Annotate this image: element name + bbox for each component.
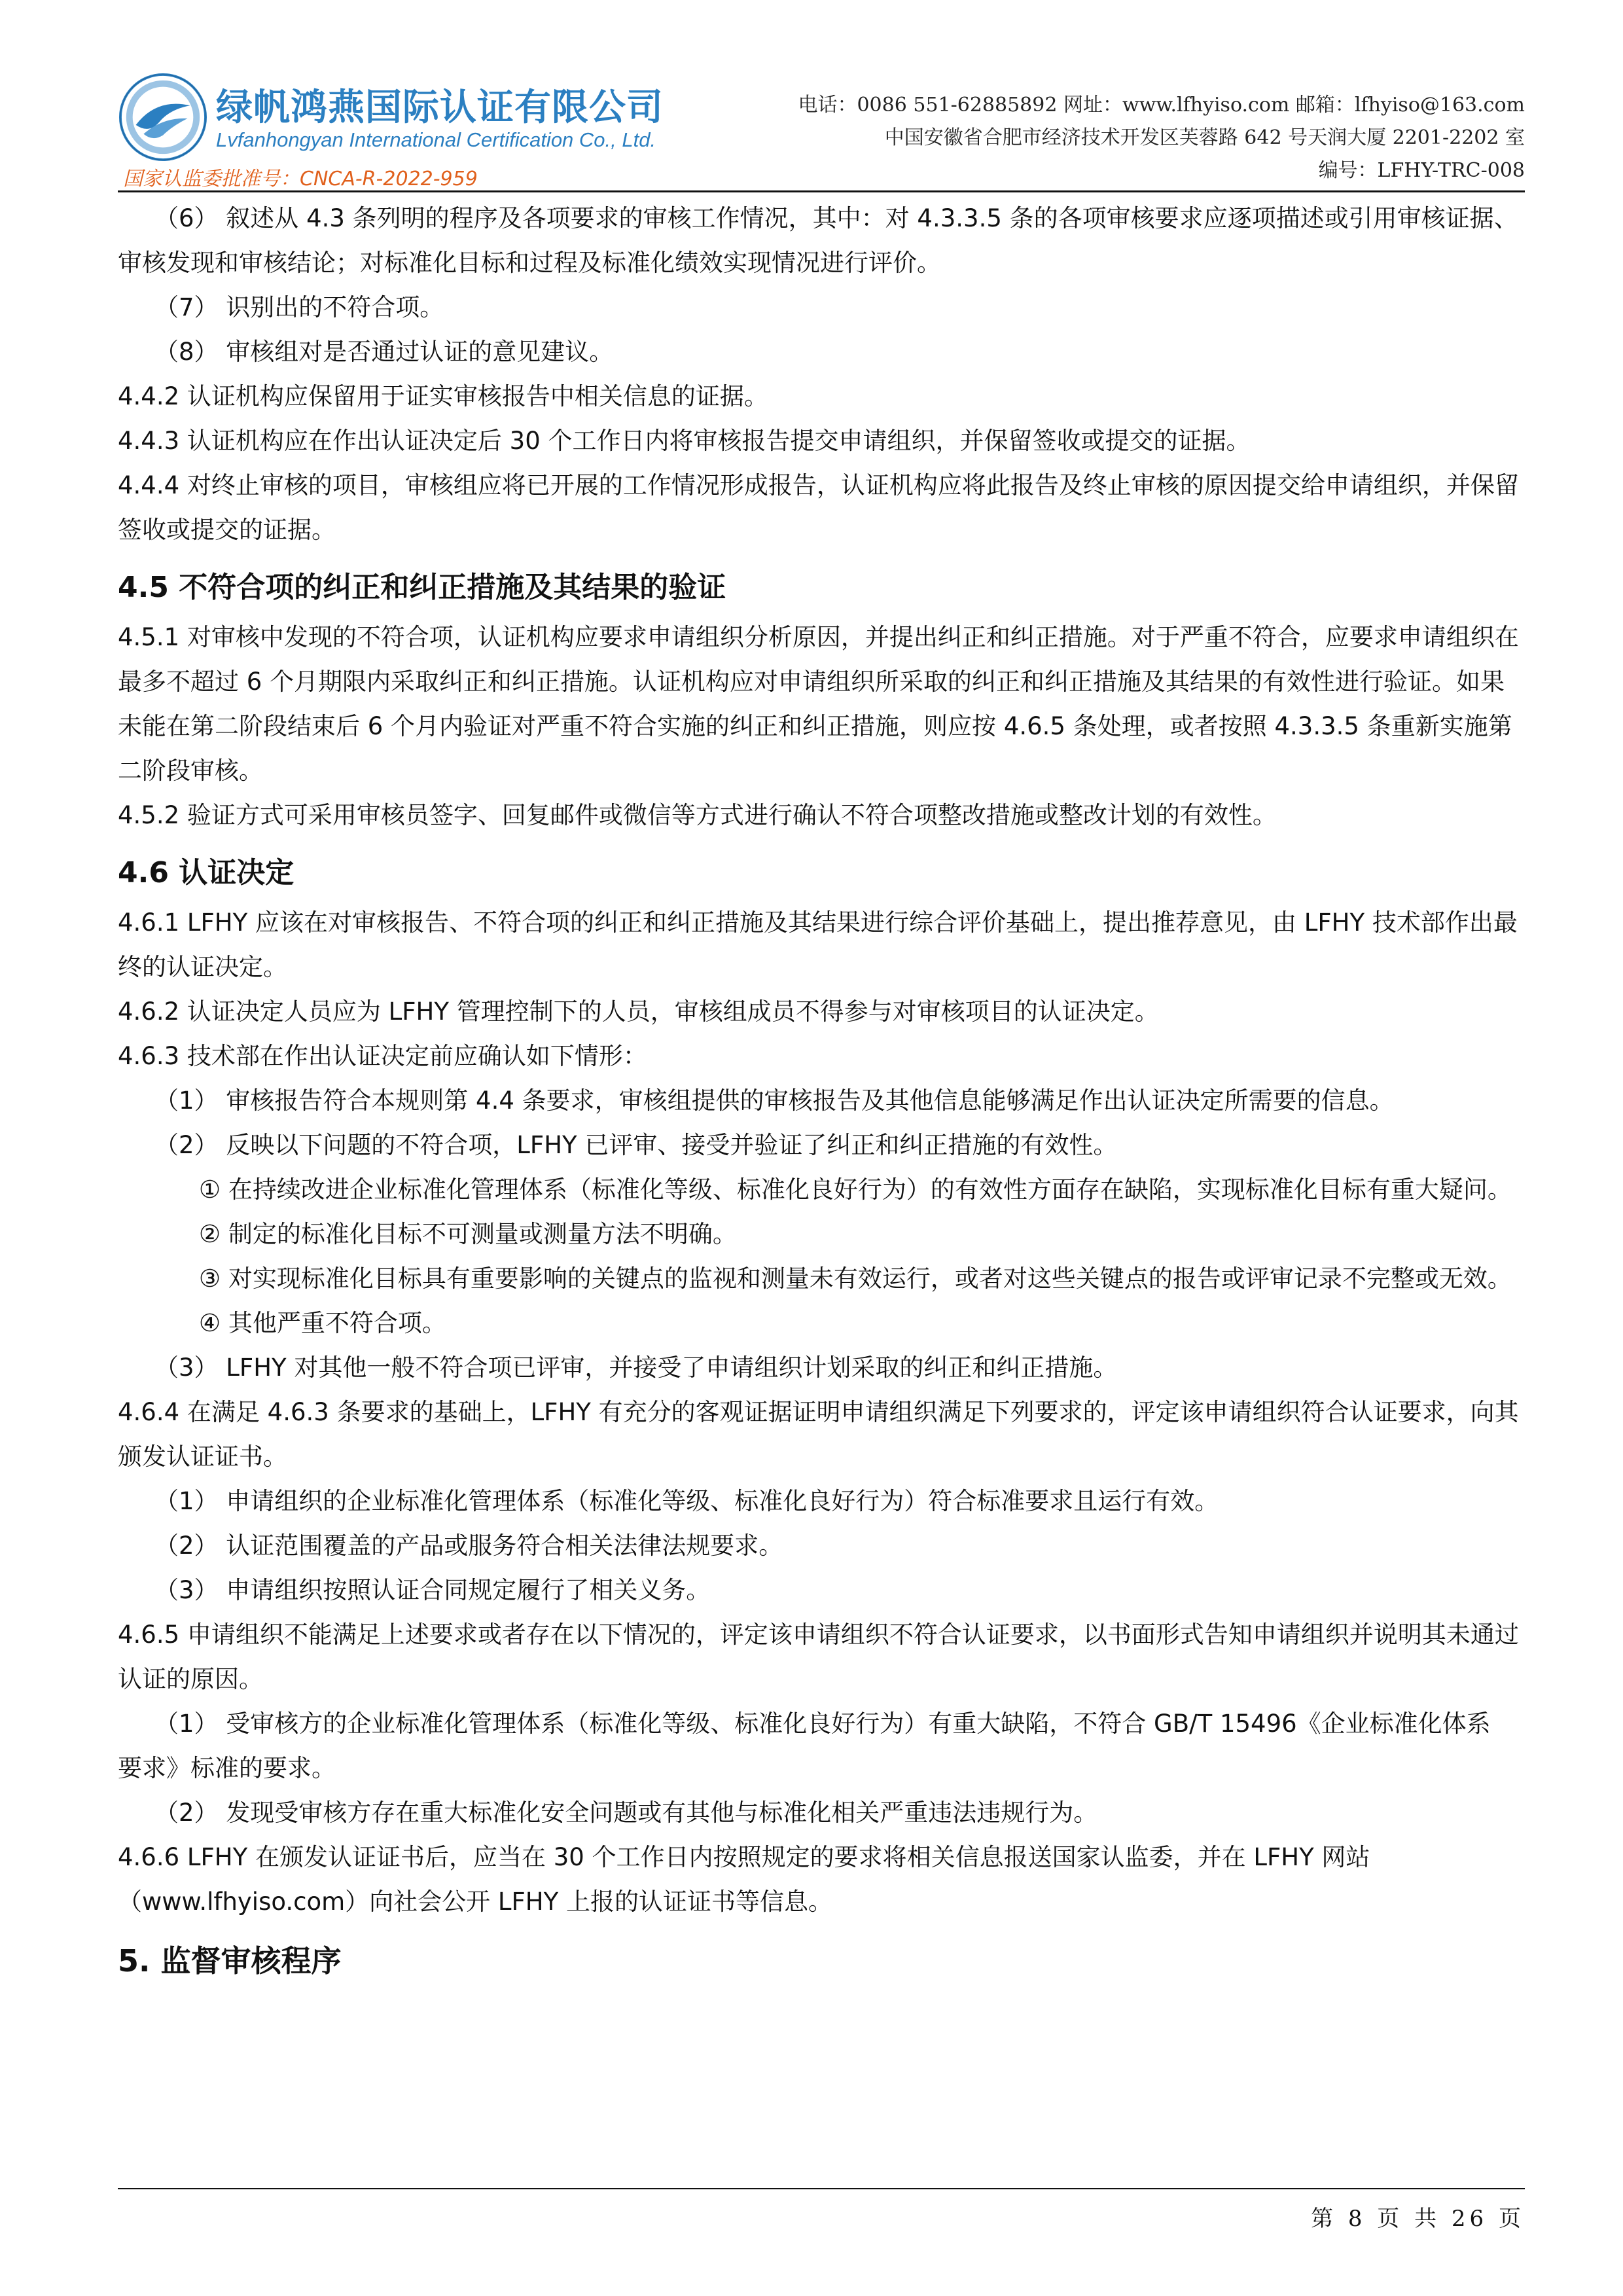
paragraph: 4.6.5 申请组织不能满足上述要求或者存在以下情况的，评定该申请组织不符合认证要求，以书面形式告知申请组织并说明其未通过认证的原因。 bbox=[118, 1621, 1519, 1693]
paragraph: （2） 发现受审核方存在重大标准化安全问题或有其他与标准化相关严重违法违规行为。 bbox=[154, 1799, 1098, 1827]
document-code: 编号：LFHY-TRC-008 bbox=[1318, 159, 1525, 182]
paragraph: 4.6.1 LFHY 应该在对审核报告、不符合项的纠正和纠正措施及其结果进行综合评价基础上，提出推荐意见，由 LFHY 技术部作出最终的认证决定。 bbox=[118, 908, 1518, 981]
paragraph: （2） 认证范围覆盖的产品或服务符合相关法律法规要求。 bbox=[154, 1532, 783, 1560]
paragraph: （1） 审核报告符合本规则第 4.4 条要求，审核组提供的审核报告及其他信息能够满足作出认证决定所需要的信息。 bbox=[154, 1086, 1394, 1115]
header-divider bbox=[118, 190, 1525, 192]
paragraph: 4.6.4 在满足 4.6.3 条要求的基础上，LFHY 有充分的客观证据证明申请组织满足下列要求的，评定该申请组织符合认证要求，向其颁发认证证书。 bbox=[118, 1398, 1519, 1471]
contact-line: 电话：0086 551-62885892 网址：www.lfhyiso.com 邮箱：lfhyiso@163.com bbox=[798, 94, 1525, 117]
paragraph: 4.5.1 对审核中发现的不符合项，认证机构应要求申请组织分析原因，并提出纠正和纠正措施。对于严重不符合，应要求申请组织在最多不超过 6 个月期限内采取纠正和纠正措施。认证机构应对申请组织所采取的纠正和纠正措施及其结果的有效性进行验证。如果未能在第二阶段结束后 6 个月内验证对严重不符合实施的纠正和纠正措施，则应按 4.6.5 条处理，或者按照 4.3.3.5 条重新实施第二阶段审核。 bbox=[118, 623, 1519, 785]
paragraph: （2） 反映以下问题的不符合项，LFHY 已评审、接受并验证了纠正和纠正措施的有效性。 bbox=[154, 1131, 1118, 1159]
paragraph: 4.6.3 技术部在作出认证决定前应确认如下情形： bbox=[118, 1042, 647, 1070]
paragraph: （8） 审核组对是否通过认证的意见建议。 bbox=[154, 338, 614, 366]
page-number: 第 8 页 共 26 页 bbox=[1311, 2206, 1525, 2232]
contact-block bbox=[674, 89, 1525, 187]
paragraph: 4.4.3 认证机构应在作出认证决定后 30 个工作日内将审核报告提交申请组织，并保留签收或提交的证据。 bbox=[118, 427, 1251, 455]
section-heading-4-6: 4.6 认证决定 bbox=[118, 856, 294, 889]
page-header bbox=[118, 63, 1525, 194]
company-name-en: Lvfanhongyan International Certification Co., Ltd. bbox=[216, 128, 656, 151]
paragraph: ④ 其他严重不符合项。 bbox=[199, 1309, 446, 1337]
paragraph: （3） LFHY 对其他一般不符合项已评审，并接受了申请组织计划采取的纠正和纠正措施。 bbox=[154, 1354, 1118, 1382]
section-heading-4-5: 4.5 不符合项的纠正和纠正措施及其结果的验证 bbox=[118, 571, 726, 604]
paragraph: （6） 叙述从 4.3 条列明的程序及各项要求的审核工作情况，其中：对 4.3.3.5 条的各项审核要求应逐项描述或引用审核证据、审核发现和审核结论；对标准化目标和过程及标准化绩效实现情况进行评价。 bbox=[118, 204, 1518, 277]
section-heading-5: 5. 监督审核程序 bbox=[118, 1943, 342, 1979]
paragraph: 4.5.2 验证方式可采用审核员签字、回复邮件或微信等方式进行确认不符合项整改措施或整改计划的有效性。 bbox=[118, 801, 1277, 829]
paragraph: ③ 对实现标准化目标具有重要影响的关键点的监视和测量未有效运行，或者对这些关键点的报告或评审记录不完整或无效。 bbox=[199, 1265, 1512, 1293]
paragraph: ② 制定的标准化目标不可测量或测量方法不明确。 bbox=[199, 1220, 737, 1248]
company-name-cn: 绿帆鸿燕国际认证有限公司 bbox=[216, 86, 664, 129]
address-line: 中国安徽省合肥市经济技术开发区芙蓉路 642 号天润大厦 2201-2202 室 bbox=[884, 126, 1525, 149]
paragraph: 4.4.4 对终止审核的项目，审核组应将已开展的工作情况形成报告，认证机构应将此报告及终止审核的原因提交给申请组织，并保留签收或提交的证据。 bbox=[118, 471, 1519, 544]
paragraph: 4.6.2 认证决定人员应为 LFHY 管理控制下的人员，审核组成员不得参与对审核项目的认证决定。 bbox=[118, 997, 1159, 1026]
footer-divider bbox=[118, 2188, 1525, 2189]
paragraph: 4.6.6 LFHY 在颁发认证证书后，应当在 30 个工作日内按照规定的要求将相关信息报送国家认监委，并在 LFHY 网站（www.lfhyiso.com）向社会公开 LFHY 上报的认证证书等信息。 bbox=[118, 1843, 1370, 1916]
approval-number: 国家认监委批准号：CNCA-R-2022-959 bbox=[123, 168, 478, 190]
paragraph: （1） 申请组织的企业标准化管理体系（标准化等级、标准化良好行为）符合标准要求且运行有效。 bbox=[154, 1487, 1219, 1515]
paragraph: （1） 受审核方的企业标准化管理体系（标准化等级、标准化良好行为）有重大缺陷，不符合 GB/T 15496《企业标准化体系 要求》标准的要求。 bbox=[118, 1710, 1515, 1782]
paragraph: ① 在持续改进企业标准化管理体系（标准化等级、标准化良好行为）的有效性方面存在缺陷，实现标准化目标有重大疑问。 bbox=[199, 1175, 1512, 1204]
company-logo-icon bbox=[118, 72, 208, 162]
paragraph: （3） 申请组织按照认证合同规定履行了相关义务。 bbox=[154, 1576, 711, 1604]
paragraph: （7） 识别出的不符合项。 bbox=[154, 293, 444, 321]
paragraph: 4.4.2 认证机构应保留用于证实审核报告中相关信息的证据。 bbox=[118, 382, 768, 410]
document-body bbox=[118, 196, 1525, 1988]
